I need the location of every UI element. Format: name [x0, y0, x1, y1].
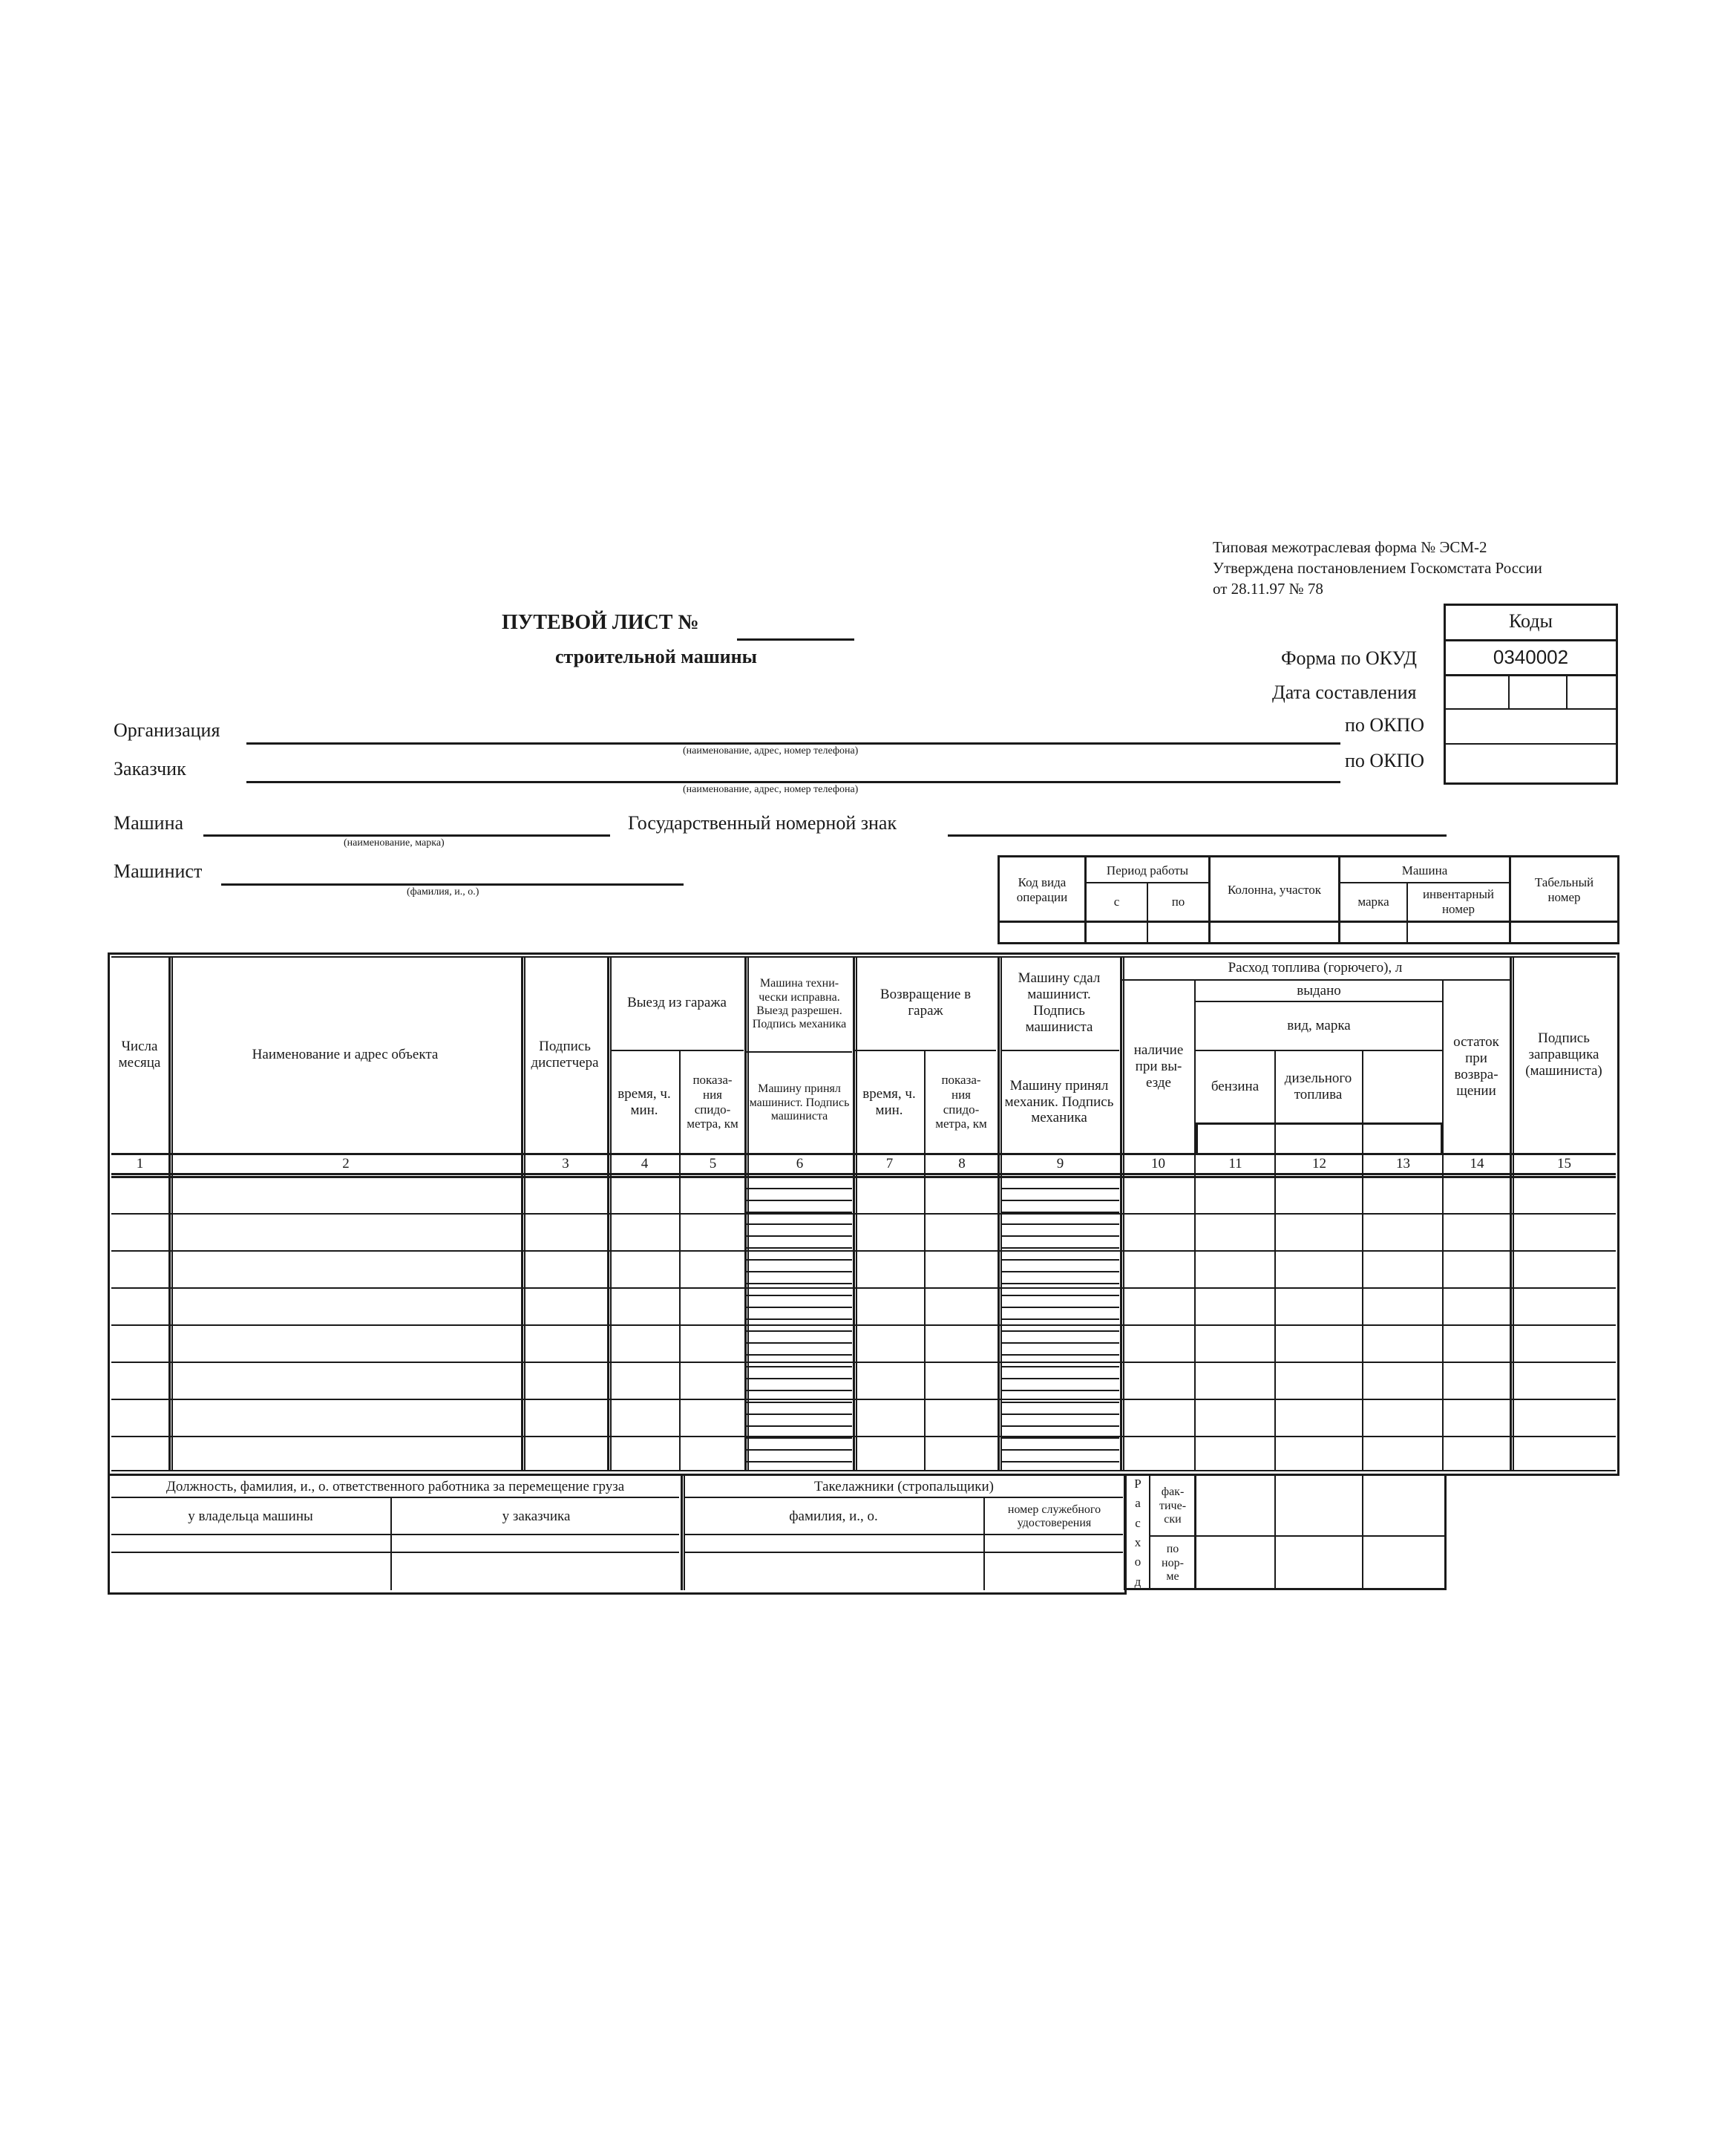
- column-number: 9: [1056, 1156, 1064, 1172]
- machine-field[interactable]: [203, 834, 610, 837]
- col-object-header: Наименование и адрес объекта: [252, 1047, 439, 1063]
- okpo-label-org: по ОКПО: [1345, 714, 1425, 736]
- column-number: 2: [342, 1156, 350, 1172]
- remainder-header: остаток при возвра-щении: [1453, 1034, 1499, 1099]
- operator-label: Машинист: [114, 860, 203, 882]
- tab-number-header: Табельный номер: [1534, 875, 1594, 904]
- column-number: 14: [1470, 1156, 1484, 1172]
- organization-label: Организация: [114, 719, 220, 741]
- norm-label: по нор-ме: [1162, 1543, 1184, 1584]
- form-date-line: от 28.11.97 № 78: [1213, 580, 1323, 598]
- owner-header: у владельца машины: [188, 1509, 313, 1525]
- exit-garage-header: Выезд из гаража: [627, 995, 727, 1011]
- period-from-header: с: [1113, 895, 1120, 909]
- column-number: 6: [796, 1156, 804, 1172]
- exit-odometer-header: показа-ния спидо-метра, км: [687, 1073, 738, 1131]
- period-to-header: по: [1171, 895, 1185, 909]
- column-number: 8: [958, 1156, 966, 1172]
- col15-header: Подпись заправщика (машиниста): [1525, 1030, 1602, 1079]
- column-number: 4: [641, 1156, 649, 1172]
- issued-header: выдано: [1297, 983, 1341, 999]
- page-title: ПУТЕВОЙ ЛИСТ №: [502, 611, 699, 634]
- fuel-header: Расход топлива (горючего), л: [1228, 960, 1403, 976]
- customer-label: Заказчик: [114, 758, 186, 780]
- date-label: Дата составления: [1272, 682, 1417, 703]
- column-number: 10: [1151, 1156, 1165, 1172]
- column-number: 11: [1228, 1156, 1242, 1172]
- rigger-name-header: фамилия, и., о.: [789, 1509, 878, 1525]
- col6-bottom-header: Машину принял машинист. Подпись машиниста: [749, 1082, 850, 1123]
- column-number: 7: [885, 1156, 894, 1172]
- fuel-kind-header: вид, марка: [1287, 1018, 1351, 1034]
- period-header: Период работы: [1106, 863, 1189, 878]
- organization-field[interactable]: [246, 742, 1340, 745]
- machine-label: Машина: [114, 812, 184, 834]
- return-time-header: время, ч. мин.: [862, 1085, 916, 1118]
- operator-hint: (фамилия, и., о.): [407, 886, 479, 898]
- sheet-number-line[interactable]: [737, 638, 854, 641]
- column-number: 5: [709, 1156, 717, 1172]
- column-number: 12: [1312, 1156, 1326, 1172]
- form-number-line: Типовая межотраслевая форма № ЭСМ-2: [1213, 538, 1487, 556]
- column-number: 13: [1396, 1156, 1410, 1172]
- actual-label: фак-тиче-ски: [1159, 1486, 1187, 1526]
- column-number: 1: [136, 1156, 144, 1172]
- form-approval-line: Утверждена постановлением Госкомстата России: [1213, 559, 1542, 577]
- expense-vertical-label: Р а с х о д: [1134, 1476, 1141, 1589]
- return-odometer-header: показа-ния спидо-метра, км: [935, 1073, 987, 1131]
- column-site-header: Колонна, участок: [1227, 883, 1322, 898]
- petrol-header: бензина: [1211, 1079, 1260, 1095]
- cert-header: номер служебного удостоверения: [1007, 1503, 1101, 1529]
- responsible-header: Должность, фамилия, и., о. ответственного работника за перемещение груза: [166, 1479, 625, 1495]
- col9-top-header: Машину сдал машинист. Подпись машиниста: [1018, 970, 1101, 1035]
- page-subtitle: строительной машины: [555, 646, 757, 667]
- customer-resp-header: у заказчика: [502, 1509, 571, 1525]
- okud-label: Форма по ОКУД: [1281, 647, 1417, 669]
- okud-code: 0340002: [1493, 646, 1569, 669]
- customer-field[interactable]: [246, 781, 1340, 783]
- diesel-header: дизельного топлива: [1284, 1071, 1352, 1102]
- col6-top-header: Машина техни-чески исправна. Выезд разрешен. Подпись механика: [752, 977, 847, 1031]
- machine-inv-header: инвентарный номер: [1422, 887, 1495, 916]
- operator-field[interactable]: [221, 883, 684, 886]
- column-number: 15: [1557, 1156, 1571, 1172]
- op-code-header: Код вида операции: [1016, 875, 1068, 904]
- machine-hint: (наименование, марка): [344, 837, 445, 849]
- customer-hint: (наименование, адрес, номер телефона): [683, 784, 859, 795]
- column-number: 3: [562, 1156, 569, 1172]
- organization-hint: (наименование, адрес, номер телефона): [683, 745, 859, 756]
- codes-heading: Коды: [1509, 610, 1553, 633]
- col9-bottom-header: Машину принял механик. Подпись механика: [1004, 1077, 1114, 1126]
- plate-label: Государственный номерной знак: [628, 812, 897, 834]
- plate-field[interactable]: [948, 834, 1447, 837]
- return-garage-header: Возвращение в гараж: [880, 987, 972, 1019]
- machine-header: Машина: [1401, 863, 1448, 878]
- exit-time-header: время, ч. мин.: [618, 1085, 671, 1118]
- col-day-header: Числа месяца: [118, 1039, 161, 1071]
- riggers-header: Такелажники (стропальщики): [813, 1479, 995, 1495]
- col-dispatcher-header: Подпись диспетчера: [531, 1039, 599, 1071]
- okpo-label-customer: по ОКПО: [1345, 750, 1425, 771]
- machine-brand-header: марка: [1357, 895, 1389, 909]
- availability-header: наличие при вы-езде: [1133, 1042, 1184, 1091]
